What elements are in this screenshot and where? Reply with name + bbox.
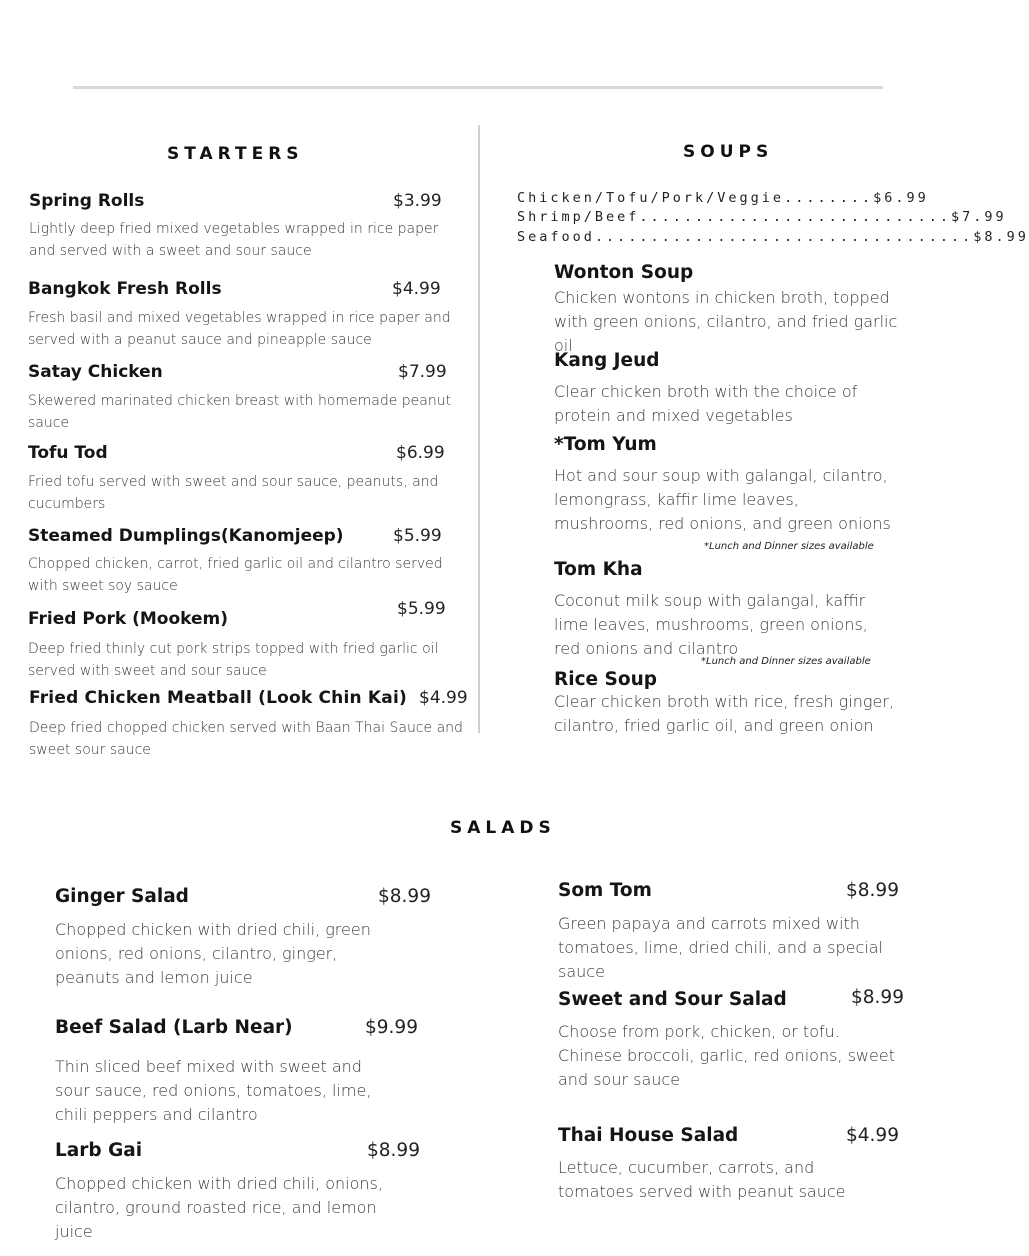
- item-price: $4.99: [846, 1125, 899, 1146]
- item-name: *Tom Yum: [554, 434, 657, 455]
- item-name: Rice Soup: [554, 669, 657, 690]
- item-name: Bangkok Fresh Rolls: [28, 279, 222, 299]
- item-description: Chopped chicken with dried chili, green onions, red onions, cilantro, ginger, peanuts and lemon juice: [55, 920, 371, 987]
- item-price: $3.99: [393, 191, 442, 211]
- item-description: Coconut milk soup with galangal, kaffir lime leaves, mushrooms, green onions, red onions and cilantro: [554, 591, 868, 658]
- item-name: Spring Rolls: [29, 191, 145, 211]
- item-price: $8.99: [851, 987, 904, 1008]
- item-name: Kang Jeud: [554, 350, 660, 371]
- item-description: Chicken wontons in chicken broth, topped with green onions, cilantro, and fried garlic oil: [554, 288, 898, 355]
- item-description: Clear chicken broth with rice, fresh ginger, cilantro, fried garlic oil, and green onion: [554, 692, 894, 735]
- item-price: $4.99: [392, 279, 441, 299]
- item-name: Beef Salad (Larb Near): [55, 1017, 293, 1038]
- item-price: $8.99: [846, 880, 899, 901]
- item-name: Thai House Salad: [558, 1125, 739, 1146]
- item-description: Green papaya and carrots mixed with tomatoes, lime, dried chili, and a special sauce: [558, 914, 883, 981]
- salads-heading: SALADS: [450, 818, 556, 838]
- item-description: Thin sliced beef mixed with sweet and sour sauce, red onions, tomatoes, lime, chili peppers and cilantro: [55, 1057, 372, 1124]
- item-description: Lettuce, cucumber, carrots, and tomatoes served with peanut sauce: [558, 1158, 846, 1201]
- item-description: Hot and sour soup with galangal, cilantro, lemongrass, kaffir lime leaves, mushrooms, red onions, and green onions: [554, 466, 891, 533]
- item-description: Fried tofu served with sweet and sour sauce, peanuts, and cucumbers: [28, 474, 439, 512]
- item-description: Fresh basil and mixed vegetables wrapped in rice paper and served with a peanut sauce and pineapple sauce: [28, 310, 451, 348]
- item-name: Ginger Salad: [55, 886, 189, 907]
- starters-heading: STARTERS: [167, 144, 304, 164]
- size-note: *Lunch and Dinner sizes available: [701, 656, 871, 667]
- item-name: Sweet and Sour Salad: [558, 989, 787, 1010]
- item-description: Deep fried thinly cut pork strips topped with fried garlic oil served with sweet and sour sauce: [28, 641, 439, 679]
- item-description: Skewered marinated chicken breast with homemade peanut sauce: [28, 393, 452, 431]
- item-description: Lightly deep fried mixed vegetables wrapped in rice paper and served with a sweet and sour sauce: [29, 221, 439, 259]
- item-name: Wonton Soup: [554, 262, 694, 283]
- item-name: Som Tom: [558, 880, 652, 901]
- item-name: Satay Chicken: [28, 362, 163, 382]
- item-name: Steamed Dumplings(Kanomjeep): [28, 526, 344, 546]
- soup-price-line: Shrimp/Beef............................$7.99: [517, 209, 1007, 225]
- item-price: $7.99: [398, 362, 447, 382]
- soups-heading: SOUPS: [683, 142, 774, 162]
- item-name: Tofu Tod: [28, 443, 108, 463]
- item-price: $8.99: [378, 886, 431, 907]
- item-price: $5.99: [393, 526, 442, 546]
- soup-price-line: Chicken/Tofu/Pork/Veggie........$6.99: [517, 190, 929, 206]
- item-price: $9.99: [365, 1017, 418, 1038]
- item-price: $4.99: [419, 688, 468, 708]
- item-name: Larb Gai: [55, 1140, 143, 1161]
- size-note: *Lunch and Dinner sizes available: [704, 541, 874, 552]
- item-description: Choose from pork, chicken, or tofu. Chinese broccoli, garlic, red onions, sweet and sour sauce: [558, 1022, 895, 1089]
- item-description: Chopped chicken, carrot, fried garlic oil and cilantro served with sweet soy sauce: [28, 556, 443, 594]
- item-price: $8.99: [367, 1140, 420, 1161]
- item-name: Fried Chicken Meatball (Look Chin Kai): [29, 688, 407, 708]
- item-name: Tom Kha: [554, 559, 643, 580]
- item-price: $5.99: [397, 599, 446, 619]
- item-description: Clear chicken broth with the choice of protein and mixed vegetables: [554, 382, 858, 425]
- item-price: $6.99: [396, 443, 445, 463]
- top-divider: [73, 86, 883, 89]
- item-description: Deep fried chopped chicken served with Baan Thai Sauce and sweet sour sauce: [29, 720, 463, 758]
- item-description: Chopped chicken with dried chili, onions, cilantro, ground roasted rice, and lemon juice: [55, 1174, 383, 1241]
- item-name: Fried Pork (Mookem): [28, 609, 229, 629]
- soup-price-line: Seafood..................................$8.99: [517, 229, 1029, 245]
- column-divider: [478, 125, 480, 733]
